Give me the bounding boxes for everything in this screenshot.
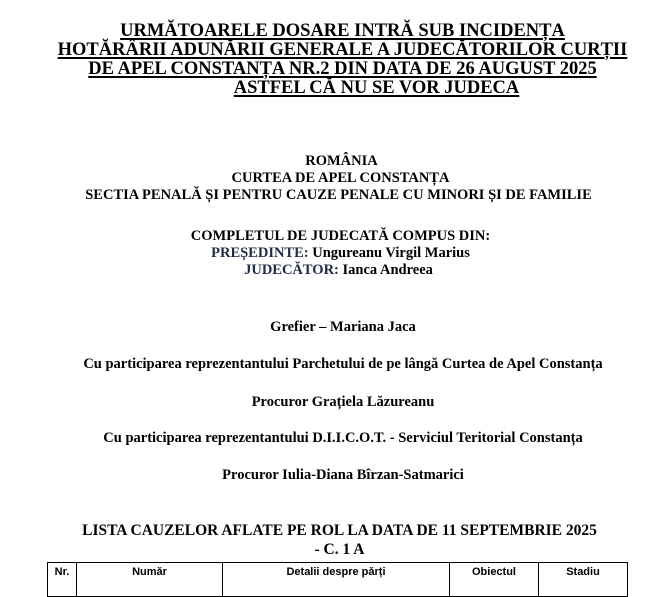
title-line-1: URMĂTOARELE DOSARE INTRĂ SUB INCIDENȚA <box>120 21 565 41</box>
clerk-line: Grefier – Mariana Jaca <box>270 319 416 335</box>
case-list-heading: LISTA CAUZELOR AFLATE PE ROL LA DATA DE 11 SEPTEMBRIE 2025 <box>82 522 597 539</box>
prosecutor-office-line-1: Cu participarea reprezentantului Parchetului de pe lângă Curtea de Apel Constanța <box>83 356 603 372</box>
prosecutor-name-2: Procuror Iulia-Diana Bîrzan-Satmarici <box>222 467 464 483</box>
case-table-header-row <box>48 563 628 597</box>
title-line-4: ASTFEL CĂ NU SE VOR JUDECA <box>233 78 520 98</box>
title-line-2: HOTĂRÂRII ADUNĂRII GENERALE A JUDECĂTORILOR CURȚII <box>57 40 628 60</box>
case-list-subtitle: - C. 1 A <box>314 541 365 558</box>
president-label: PREȘEDINTE: <box>211 245 309 261</box>
country-name: ROMÂNIA <box>305 153 378 169</box>
court-block <box>0 153 669 204</box>
column-header-numar: Număr <box>77 563 223 597</box>
court-name: CURTEA DE APEL CONSTANȚA <box>231 170 450 186</box>
panel-heading: COMPLETUL DE JUDECATĂ COMPUS DIN: <box>190 228 491 244</box>
panel-block <box>0 228 669 279</box>
judge-label: JUDECĂTOR: <box>244 262 339 278</box>
case-table <box>47 562 628 597</box>
column-header-obiectul: Obiectul <box>450 563 539 597</box>
judge-name: Ianca Andreea <box>342 262 433 278</box>
prosecutor-office-line-2: Cu participarea reprezentantului D.I.I.C.O.T. - Serviciul Teritorial Constanța <box>103 430 583 446</box>
prosecutor-name-1: Procuror Grațiela Lăzureanu <box>251 394 435 410</box>
column-header-stadiu: Stadiu <box>539 563 628 597</box>
judge-line <box>0 262 669 279</box>
case-list-title <box>0 521 669 559</box>
president-name: Ungureanu Virgil Marius <box>312 245 470 261</box>
court-section: SECTIA PENALĂ ȘI PENTRU CAUZE PENALE CU MINORI ȘI DE FAMILIE <box>85 187 592 203</box>
title-line-3: DE APEL CONSTANȚA NR.2 DIN DATA DE 26 AUGUST 2025 <box>88 59 597 79</box>
column-header-nr: Nr. <box>48 563 77 597</box>
document-title <box>30 22 655 98</box>
column-header-parti: Detalii despre părți <box>223 563 450 597</box>
president-line <box>0 245 669 262</box>
